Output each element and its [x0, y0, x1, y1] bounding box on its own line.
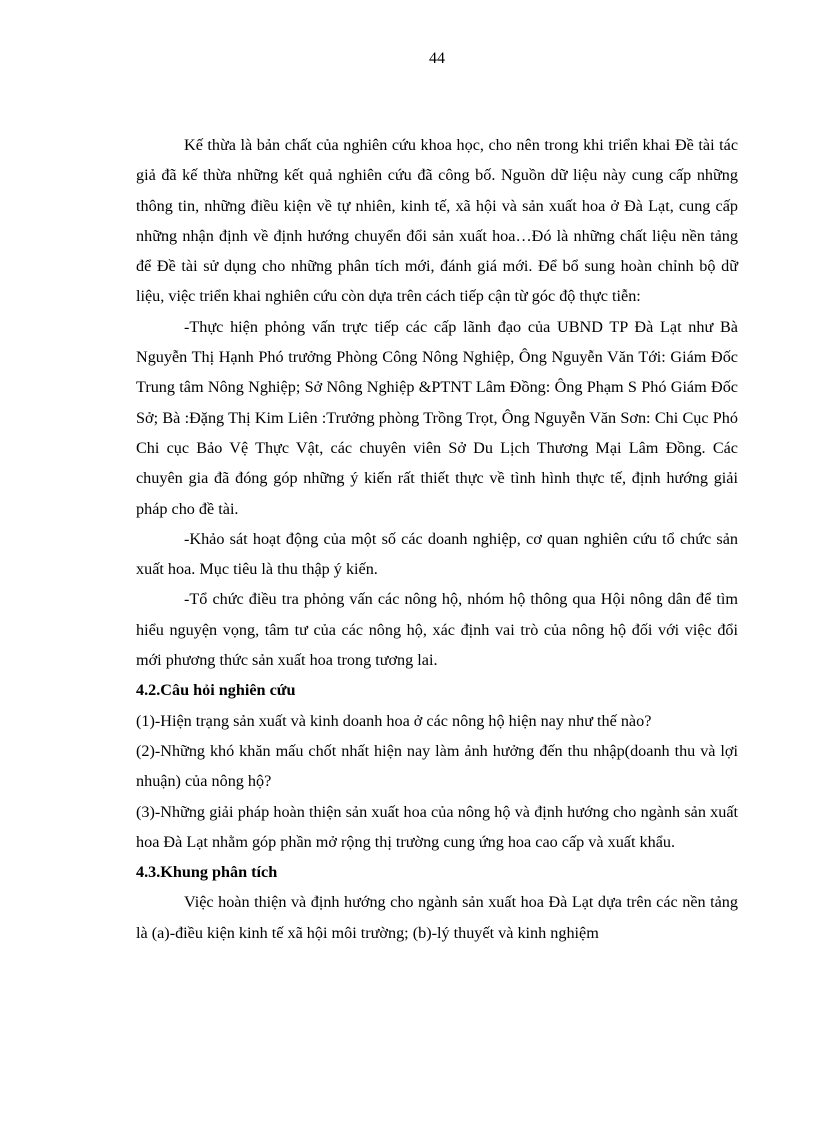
research-question-2: (2)-Những khó khăn mấu chốt nhất hiện nay làm ảnh hưởng đến thu nhập(doanh thu và lợi nhuận) của nông hộ?: [136, 741, 738, 791]
paragraph-interviews-leaders: -Thực hiện phỏng vấn trực tiếp các cấp lãnh đạo của UBND TP Đà Lạt như Bà Nguyễn Thị Hạnh Phó trưởng Phòng Công Nông Nghiệp, Ông Nguyễn Văn Tới: Giám Đốc Trung tâm Nông Nghiệp; Sở Nông Nghiệp &PTNT Lâm Đồng: Ông Phạm S Phó Giám Đốc Sở; Bà :Đặng Thị Kim Liên :Trưởng phòng Trồng Trọt, Ông Nguyễn Văn Sơn: Chi Cục Phó Chi cục Bảo Vệ Thực Vật, các chuyên viên Sở Du Lịch Thương Mại Lâm Đồng. Các chuyên gia đã đóng góp những ý kiến rất thiết thực về tình hình thực tế, định hướng giải pháp cho đề tài.: [136, 317, 738, 518]
paragraph-survey-households: -Tổ chức điều tra phỏng vấn các nông hộ, nhóm hộ thông qua Hội nông dân để tìm hiểu nguyện vọng, tâm tư của các nông hộ, xác định vai trò của nông hộ đối với việc đổi mới phương thức sản xuất hoa trong tương lai.: [136, 590, 738, 670]
page-number: 44: [429, 50, 445, 67]
research-question-1: (1)-Hiện trạng sản xuất và kinh doanh hoa ở các nông hộ hiện nay như thế nào?: [136, 711, 652, 730]
paragraph-survey-businesses: -Khảo sát hoạt động của một số các doanh nghiệp, cơ quan nghiên cứu tổ chức sản xuất hoa. Mục tiêu là thu thập ý kiến.: [136, 529, 738, 579]
paragraph-inheritance: Kế thừa là bản chất của nghiên cứu khoa học, cho nên trong khi triển khai Đề tài tác giả đã kế thừa những kết quả nghiên cứu đã công bố. Nguồn dữ liệu này cung cấp những thông tin, những điều kiện về tự nhiên, kinh tế, xã hội và sản xuất hoa ở Đà Lạt, cung cấp những nhận định về định hướng chuyển đổi sản xuất hoa…Đó là những chất liệu nền tảng để Đề tài sử dụng cho những phân tích mới, đánh giá mới. Để bổ sung hoàn chỉnh bộ dữ liệu, việc triển khai nghiên cứu còn dựa trên cách tiếp cận từ góc độ thực tiễn:: [136, 136, 738, 306]
section-heading-research-questions: 4.2.Câu hỏi nghiên cứu: [136, 681, 296, 700]
document-body: [136, 130, 738, 948]
research-question-3: (3)-Những giải pháp hoàn thiện sản xuất hoa của nông hộ và định hướng cho ngành sản xuất hoa Đà Lạt nhằm góp phần mở rộng thị trường cung ứng hoa cao cấp và xuất khẩu.: [136, 802, 738, 851]
paragraph-analysis-framework: Việc hoàn thiện và định hướng cho ngành sản xuất hoa Đà Lạt dựa trên các nền tảng là (a)-điều kiện kinh tế xã hội môi trường; (b)-lý thuyết và kinh nghiệm: [136, 893, 738, 942]
section-heading-analysis-framework: 4.3.Khung phân tích: [136, 863, 278, 882]
